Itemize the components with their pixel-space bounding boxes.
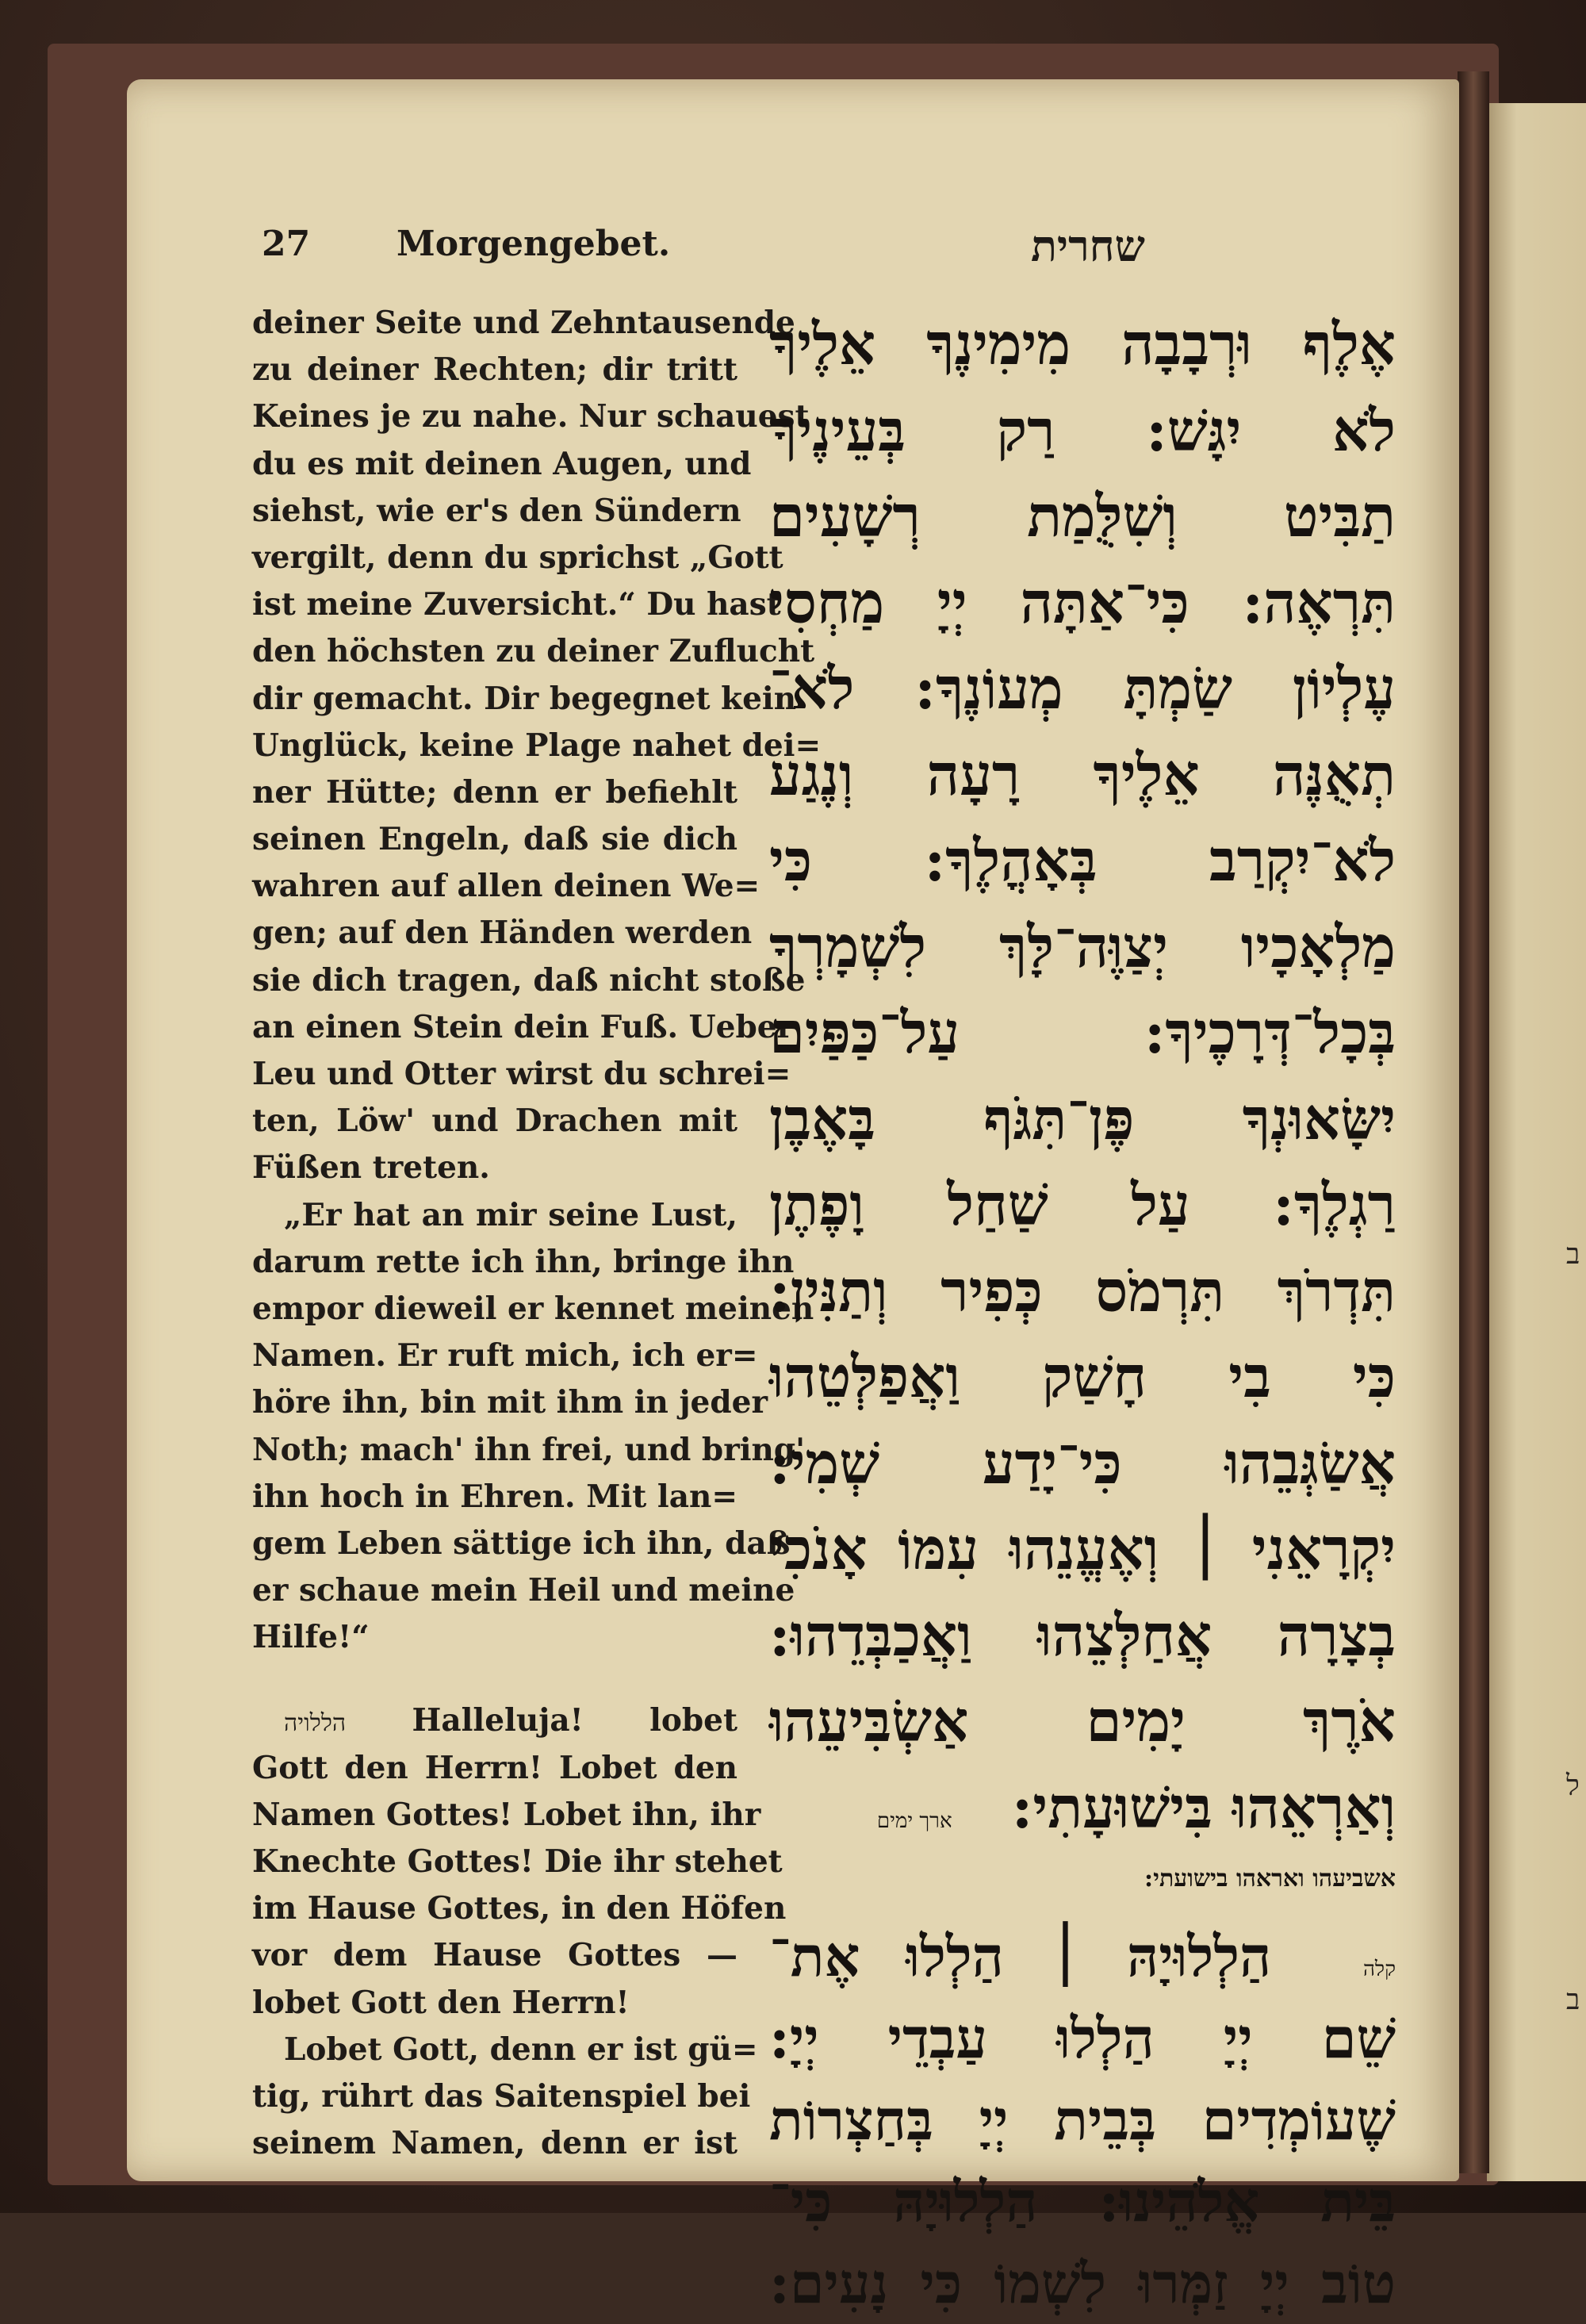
hebrew-line-text: וְאַרְאֵהוּ בִּישׁוּעָתִי: bbox=[1011, 1773, 1396, 1841]
german-line: ner Hütte; denn er befiehlt bbox=[252, 773, 737, 811]
hebrew-line: יִשָּׂאוּנְךָ פֶּן־תִּגֹּף בָּאֶבֶן bbox=[769, 1084, 1396, 1152]
hebrew-line: אֲשַׂגְּבֵהוּ כִּי־יָדַע שְׁמִי: bbox=[769, 1429, 1396, 1497]
german-line: Hilfe!“ bbox=[252, 1619, 370, 1656]
german-line: seinem Namen, denn er ist bbox=[252, 2125, 737, 2162]
next-page-edge bbox=[1487, 103, 1586, 2181]
german-line: ihn hoch in Ehren. Mit lan= bbox=[252, 1478, 737, 1515]
next-page-glyph: ל bbox=[1566, 1770, 1580, 1802]
hebrew-line: בֵּית אֱלֹהֵינוּ: הַלְלוּיָהּ כִּי־ bbox=[769, 2169, 1396, 2234]
hebrew-psalm-block bbox=[769, 1916, 1396, 2324]
german-line: Leu und Otter wirst du schrei= bbox=[252, 1056, 791, 1092]
german-line: vergilt, denn du sprichst „Gott bbox=[252, 539, 783, 576]
german-line: gem Leben sättige ich ihn, daß bbox=[252, 1524, 791, 1562]
hebrew-margin-note: ארך ימים bbox=[876, 1808, 952, 1833]
hebrew-line: מַלְאָכָיו יְצַוֶּה־לָּךְ לִשְׁמָרְךָ bbox=[769, 912, 1396, 980]
german-line: Unglück, keine Plage nahet dei= bbox=[252, 727, 822, 764]
german-line: an einen Stein dein Fuß. Ueber bbox=[252, 1008, 794, 1045]
next-page-glyph: ב bbox=[1566, 1984, 1580, 2016]
page-title-german: Morgengebet. bbox=[396, 224, 671, 264]
hebrew-line: יִקְרָאֵנִי ׀ וְאֶעֱנֵהוּ עִמּוֹ אָנֹכִי bbox=[769, 1515, 1396, 1582]
psalm-marker: קלה bbox=[1362, 1958, 1396, 1981]
hebrew-line: רַגְלֶךָ: עַל שַׁחַל וָפֶתֶן bbox=[769, 1171, 1396, 1238]
german-line: Lobet Gott, denn er ist gü= bbox=[284, 2031, 758, 2068]
german-line: siehst, wie er's den Sündern bbox=[252, 492, 741, 529]
german-line: höre ihn, bin mit ihm in jeder bbox=[252, 1384, 768, 1421]
hebrew-line-last bbox=[769, 1765, 1396, 1851]
german-line: tig, rührt das Saitenspiel bei bbox=[252, 2077, 751, 2115]
hebrew-line: תִּרְאֶה: כִּי־אַתָּה יְיָ מַחְסִי bbox=[769, 568, 1396, 636]
hebrew-line: תְאֻנֶּה אֵלֶיךָ רָעָה וְנֶגַע bbox=[769, 740, 1396, 808]
german-line: Noth; mach' ihn frei, und bring' bbox=[252, 1431, 806, 1468]
hebrew-line bbox=[769, 1916, 1396, 1997]
hebrew-line: שֶׁעוֹמְדִים בְּבֵית יְיָ בְּחַצְרוֹת bbox=[769, 2087, 1396, 2153]
german-line: Knechte Gottes! Die ihr stehet bbox=[252, 1843, 783, 1880]
german-line: „Er hat an mir seine Lust, bbox=[284, 1196, 737, 1233]
book-gutter bbox=[1458, 71, 1489, 2173]
hebrew-line: אֶלֶף וּרְבָבָה מִימִינֶךָ אֵלֶיךָ bbox=[769, 310, 1396, 378]
hebrew-line: כִּי בִי חָשַׁק וַאֲפַלְּטֵהוּ bbox=[769, 1343, 1396, 1410]
german-line: seinen Engeln, daß sie dich bbox=[252, 821, 737, 858]
german-line: Gott den Herrn! Lobet den bbox=[252, 1749, 737, 1786]
german-line: Namen Gottes! Lobet ihn, ihr bbox=[252, 1796, 761, 1833]
inline-hebrew-word: הללויה bbox=[284, 1709, 347, 1738]
german-line: ten, Löw' und Drachen mit bbox=[252, 1103, 737, 1140]
german-line: Füßen treten. bbox=[252, 1149, 490, 1187]
german-line: wahren auf allen deinen We= bbox=[252, 868, 760, 905]
german-line: vor dem Hause Gottes — bbox=[252, 1937, 737, 1974]
hebrew-line: בְצָרָה אֲחַלְּצֵהוּ וַאֲכַבְּדֵהוּ: bbox=[769, 1601, 1396, 1669]
german-translation-column bbox=[252, 300, 822, 2162]
german-line: im Hause Gottes, in den Höfen bbox=[252, 1890, 787, 1927]
hebrew-line: שֵׁם יְיָ הַלְלוּ עַבְדֵי יְיָ: bbox=[769, 2005, 1396, 2071]
german-line: empor dieweil er kennet meinen bbox=[252, 1290, 814, 1327]
hebrew-line: בְּכָל־דְּרָכֶיךָ: עַל־כַּפַּיִם bbox=[769, 999, 1396, 1066]
german-line: du es mit deinen Augen, und bbox=[252, 445, 752, 482]
hebrew-line: לֹא יִגָּשׁ: רַק בְּעֵינֶיךָ bbox=[769, 396, 1396, 464]
hebrew-line: טוֹב יְיָ זַמְּרוּ לִשְׁמוֹ כִּי נָעִים: bbox=[769, 2250, 1396, 2316]
page-title-hebrew: שחרית bbox=[1031, 221, 1145, 271]
german-line: Keines je zu nahe. Nur schauest bbox=[252, 398, 810, 435]
german-line: ist meine Zuversicht.“ Du hast bbox=[252, 586, 781, 623]
german-line: dir gemacht. Dir begegnet kein bbox=[252, 680, 797, 717]
hebrew-line-text: הַלְלוּיָהּ ׀ הַלְלוּ אֶת־ bbox=[769, 1923, 1272, 1989]
page-number: 27 bbox=[262, 224, 311, 264]
hebrew-line: עֶלְיוֹן שַׂמְתָּ מְעוֹנֶךָ: לֹא־ bbox=[769, 654, 1396, 722]
paragraph-gap bbox=[252, 1661, 737, 1697]
german-line: er schaue mein Heil und meine bbox=[252, 1572, 795, 1609]
german-line-text: Halleluja! lobet bbox=[412, 1702, 737, 1739]
hebrew-line: תִּדְרֹךְ תִּרְמֹס כְּפִיר וְתַנִּין: bbox=[769, 1256, 1396, 1325]
german-line: zu deiner Rechten; dir tritt bbox=[252, 351, 737, 389]
next-page-glyph: ב bbox=[1566, 1238, 1580, 1271]
german-line: sie dich tragen, daß nicht stoße bbox=[252, 961, 806, 999]
german-line: darum rette ich ihn, bringe ihn bbox=[252, 1243, 795, 1280]
german-line: gen; auf den Händen werden bbox=[252, 915, 753, 952]
hebrew-repeat-note: אשביעהו ואראהו בישועתי: bbox=[1144, 1865, 1396, 1893]
german-line: den höchsten zu deiner Zuflucht bbox=[252, 633, 815, 670]
german-line: Namen. Er ruft mich, ich er= bbox=[252, 1337, 758, 1375]
german-line-halleluja bbox=[252, 1697, 737, 1744]
german-line: lobet Gott den Herrn! bbox=[252, 1984, 630, 2021]
hebrew-line: לֹא־יִקְרַב בְּאָהֳלֶךָ: כִּי bbox=[769, 826, 1396, 894]
hebrew-text-column bbox=[769, 301, 1396, 2324]
hebrew-line: תַבִּיט וְשִׁלֻּמַת רְשָׁעִים bbox=[769, 482, 1396, 550]
german-line: deiner Seite und Zehntausende bbox=[252, 305, 795, 341]
hebrew-line: אֹרֶךְ יָמִים אַשְׂבִּיעֵהוּ bbox=[769, 1687, 1396, 1755]
